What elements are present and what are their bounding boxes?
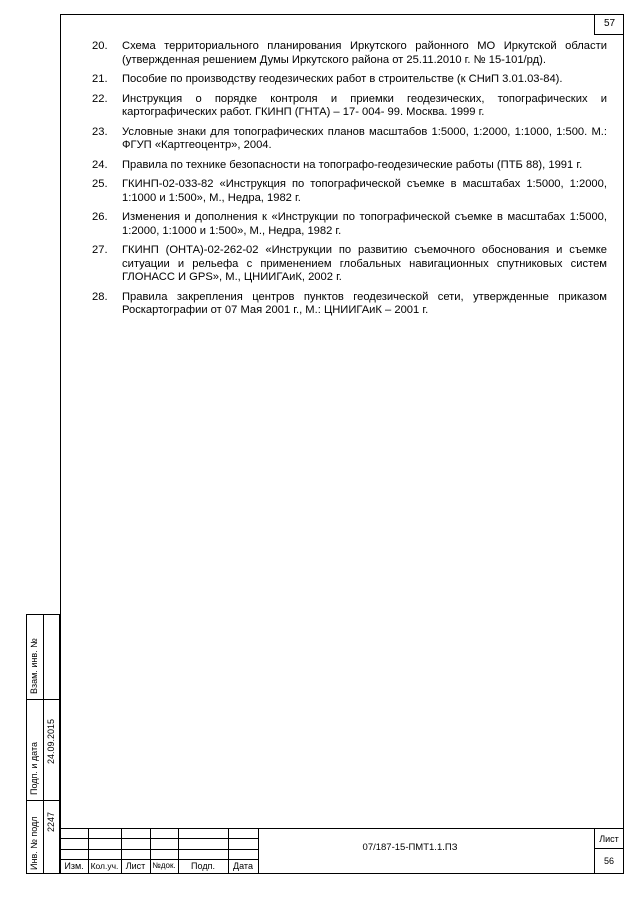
top-page-number: 57 xyxy=(594,14,624,35)
reference-number: 21. xyxy=(92,73,108,85)
col-izm: Изм. xyxy=(64,861,84,871)
reference-text: Изменения и дополнения к «Инструкции по топографической съемке в масштабах 1:5000, 1:2000, 1:1000 и 1:500», М., Недра, 1982 г. xyxy=(122,211,607,237)
reference-item xyxy=(92,93,607,120)
reference-item xyxy=(92,291,607,318)
reference-number: 28. xyxy=(92,290,108,303)
reference-number: 20. xyxy=(92,40,108,52)
sheet-number: 56 xyxy=(603,856,614,866)
reference-number: 26. xyxy=(92,211,108,223)
document-code: 07/187-15-ПМТ1.1.ПЗ xyxy=(362,842,458,853)
reference-list xyxy=(92,40,607,324)
col-podp: Подп. xyxy=(191,861,215,871)
reference-text: ГКИНП-02-033-82 «Инструкция по топографической съемке в масштабах 1:5000, 1:2000, 1:1000 и 1:500», М., Недра, 1982 г. xyxy=(122,178,607,204)
reference-text: Пособие по производству геодезических работ в строительстве (к СНиП 3.01.03-84). xyxy=(122,73,563,85)
reference-item xyxy=(92,73,607,87)
reference-text: Правила закрепления центров пунктов геодезической сети, утвержденные приказом Роскартографии от 07 Мая 2001 г., М.: ЦНИИГАиК – 2001 г. xyxy=(122,290,607,316)
reference-item xyxy=(92,211,607,238)
reference-text: ГКИНП (ОНТА)-02-262-02 «Инструкции по развитию съемочного обоснования и съемке ситуации и рельефа с применением глобальных навигационных спутниковых систем ГЛОНАСС И GPS», М., ЦНИИГАиК, 2002 г. xyxy=(122,244,607,283)
reference-text: Условные знаки для топографических планов масштабов 1:5000, 1:2000, 1:1000, 1:500. М.: ФГУП «Картгеоцентр», 2004. xyxy=(122,125,607,151)
col-data: Дата xyxy=(233,861,253,871)
title-block xyxy=(60,828,624,874)
reference-number: 23. xyxy=(92,125,108,138)
col-kolvo: Кол.уч. xyxy=(90,861,119,871)
inv-number: 2247 xyxy=(46,811,56,832)
reference-number: 27. xyxy=(92,244,108,256)
col-list: Лист xyxy=(125,861,146,871)
inv-label: Инв. № подл xyxy=(29,816,39,870)
reference-item xyxy=(92,178,607,205)
col-ndok: №док. xyxy=(152,861,176,870)
reference-item xyxy=(92,126,607,153)
reference-text: Правила по технике безопасности на топографо-геодезические работы (ПТБ 88), 1991 г. xyxy=(122,158,583,171)
reference-number: 24. xyxy=(92,158,108,171)
reference-number: 25. xyxy=(92,178,108,190)
podp-date: 24.09.2015 xyxy=(46,718,56,764)
reference-text: Схема территориального планирования Иркутского районного МО Иркутской области (утвержденная решением Думы Иркутского района от 25.11.2010 г. № 15-101/рд). xyxy=(122,40,607,66)
reference-item xyxy=(92,244,607,285)
reference-text: Инструкция о порядке контроля и приемки геодезических, топографических и картографических работ. ГКИНП (ГНТА) – 17- 004- 99. Москва. 1999 г. xyxy=(122,92,607,118)
side-stamp xyxy=(26,614,60,874)
reference-item xyxy=(92,40,607,67)
sheet-label: Лист xyxy=(599,834,619,844)
vzam-label: Взам. инв. № xyxy=(29,638,39,694)
reference-number: 22. xyxy=(92,92,108,105)
reference-item xyxy=(92,159,607,173)
podp-label: Подп. и дата xyxy=(29,741,39,795)
vzam-value-cell xyxy=(43,614,60,700)
